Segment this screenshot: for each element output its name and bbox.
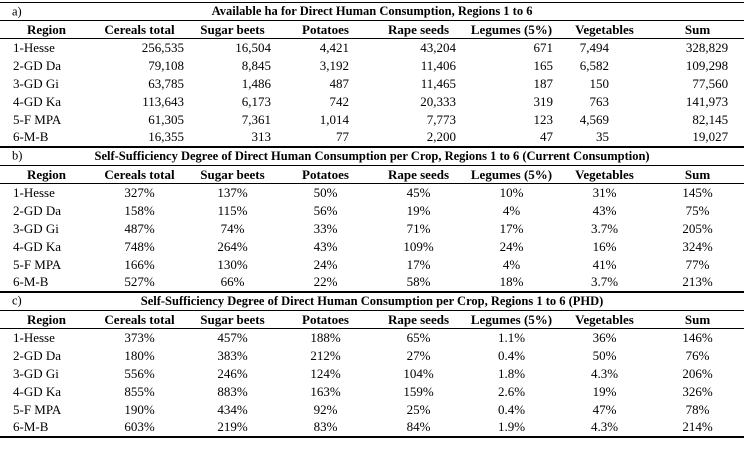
value-cell: 6,582: [579, 57, 609, 73]
value-cell: 163%: [310, 383, 341, 399]
column-header-cereals-total: Cereals total: [93, 166, 186, 184]
column-header-region: Region: [0, 311, 93, 329]
value-cell: 47: [540, 129, 553, 144]
table-available-ha: [0, 2, 744, 148]
value-cell: 24%: [499, 238, 524, 254]
table-row: [0, 347, 744, 365]
table-row: [0, 220, 744, 238]
column-header-sum: Sum: [651, 311, 744, 329]
value-cell: 18%: [499, 274, 524, 289]
value-cell: 3,192: [319, 57, 349, 73]
value-cell: 457%: [217, 329, 248, 345]
column-header-sugar-beets: Sugar beets: [186, 21, 279, 39]
table-b-header-row: [0, 166, 744, 184]
value-cell: 256,535: [141, 39, 184, 55]
value-cell: 35: [596, 129, 609, 144]
value-cell: 11,406: [420, 57, 456, 73]
value-cell: 748%: [124, 238, 155, 254]
table-row: [0, 39, 744, 57]
region-cell: 6-M-B: [13, 129, 49, 144]
column-header-vegetables: Vegetables: [558, 166, 651, 184]
region-cell: 5-F MPA: [13, 256, 62, 272]
value-cell: 27%: [406, 347, 431, 363]
value-cell: 159%: [403, 383, 434, 399]
value-cell: 0.4%: [497, 347, 526, 363]
table-row: [0, 75, 744, 93]
value-cell: 1,014: [319, 111, 349, 127]
region-cell: 4-GD Ka: [13, 93, 62, 109]
value-cell: 19%: [406, 202, 431, 218]
region-cell: 1-Hesse: [13, 39, 55, 55]
table-row: [0, 365, 744, 383]
column-header-rape-seeds: Rape seeds: [372, 21, 465, 39]
value-cell: 50%: [313, 184, 338, 200]
value-cell: 219%: [217, 419, 248, 434]
value-cell: 328,829: [685, 39, 729, 55]
value-cell: 3.7%: [590, 274, 619, 289]
value-cell: 79,108: [148, 57, 184, 73]
table-c-title-row: [0, 293, 744, 311]
value-cell: 109,298: [685, 57, 729, 73]
region-cell: 3-GD Gi: [13, 75, 59, 91]
column-header-vegetables: Vegetables: [558, 21, 651, 39]
value-cell: 24%: [313, 256, 338, 272]
value-cell: 383%: [217, 347, 248, 363]
region-cell: 6-M-B: [13, 419, 49, 434]
value-cell: 6,173: [241, 93, 271, 109]
value-cell: 76%: [685, 347, 710, 363]
value-cell: 92%: [313, 401, 338, 417]
value-cell: 141,973: [685, 93, 729, 109]
value-cell: 213%: [682, 274, 713, 289]
value-cell: 188%: [310, 329, 341, 345]
region-cell: 3-GD Gi: [13, 220, 59, 236]
column-header-sum: Sum: [651, 21, 744, 39]
value-cell: 4.3%: [590, 365, 619, 381]
value-cell: 43,204: [420, 39, 456, 55]
table-self-sufficiency-current: [0, 148, 744, 293]
value-cell: 165: [533, 57, 553, 73]
value-cell: 58%: [406, 274, 431, 289]
value-cell: 855%: [124, 383, 155, 399]
column-header-potatoes: Potatoes: [279, 21, 372, 39]
value-cell: 527%: [124, 274, 155, 289]
value-cell: 7,494: [579, 39, 609, 55]
value-cell: 17%: [406, 256, 431, 272]
region-cell: 2-GD Da: [13, 57, 62, 73]
value-cell: 313: [251, 129, 271, 144]
value-cell: 4,569: [579, 111, 609, 127]
value-cell: 22%: [313, 274, 338, 289]
region-cell: 5-F MPA: [13, 401, 62, 417]
table-row: [0, 184, 744, 202]
value-cell: 7,361: [241, 111, 271, 127]
value-cell: 3.7%: [590, 220, 619, 236]
value-cell: 180%: [124, 347, 155, 363]
value-cell: 20,333: [420, 93, 456, 109]
value-cell: 63,785: [148, 75, 184, 91]
value-cell: 43%: [313, 238, 338, 254]
value-cell: 19%: [592, 383, 617, 399]
value-cell: 17%: [499, 220, 524, 236]
value-cell: 487: [329, 75, 349, 91]
table-row: [0, 202, 744, 220]
table-row: [0, 274, 744, 292]
value-cell: 77: [336, 129, 349, 144]
value-cell: 25%: [406, 401, 431, 417]
table-row: [0, 93, 744, 111]
table-b-body: [0, 184, 744, 292]
value-cell: 671: [533, 39, 553, 55]
table-c-header-row: [0, 311, 744, 329]
value-cell: 115%: [217, 202, 248, 218]
value-cell: 556%: [124, 365, 155, 381]
value-cell: 31%: [592, 184, 617, 200]
table-row: [0, 129, 744, 147]
region-cell: 4-GD Ka: [13, 383, 62, 399]
value-cell: 2.6%: [497, 383, 526, 399]
table-row: [0, 57, 744, 75]
column-header-region: Region: [0, 21, 93, 39]
value-cell: 1,486: [241, 75, 271, 91]
table-a-header-row: [0, 21, 744, 39]
value-cell: 4.3%: [590, 419, 619, 434]
value-cell: 4%: [502, 256, 521, 272]
value-cell: 66%: [220, 274, 245, 289]
value-cell: 4%: [502, 202, 521, 218]
value-cell: 41%: [592, 256, 617, 272]
table-row: [0, 419, 744, 437]
value-cell: 326%: [682, 383, 713, 399]
value-cell: 319: [533, 93, 553, 109]
value-cell: 487%: [124, 220, 155, 236]
column-header-rape-seeds: Rape seeds: [372, 311, 465, 329]
value-cell: 434%: [217, 401, 248, 417]
value-cell: 1.1%: [497, 329, 526, 345]
value-cell: 74%: [220, 220, 245, 236]
table-a-title: Available ha for Direct Human Consumption, Regions 1 to 6: [211, 4, 533, 18]
value-cell: 11,465: [420, 75, 456, 91]
column-header-region: Region: [0, 166, 93, 184]
value-cell: 10%: [499, 184, 524, 200]
column-header-vegetables: Vegetables: [558, 311, 651, 329]
value-cell: 2,200: [426, 129, 456, 144]
table-b-title: Self-Sufficiency Degree of Direct Human Consumption per Crop, Regions 1 to 6 (Current Consumption): [94, 148, 650, 163]
region-cell: 3-GD Gi: [13, 365, 59, 381]
value-cell: 56%: [313, 202, 338, 218]
table-row: [0, 238, 744, 256]
value-cell: 43%: [592, 202, 617, 218]
region-cell: 4-GD Ka: [13, 238, 62, 254]
table-row: [0, 256, 744, 274]
value-cell: 146%: [682, 329, 713, 345]
value-cell: 373%: [124, 329, 155, 345]
table-c-label: c): [12, 293, 22, 308]
column-header-legumes-5: Legumes (5%): [465, 21, 558, 39]
value-cell: 763: [589, 93, 609, 109]
value-cell: 123: [533, 111, 553, 127]
table-a-label: a): [12, 4, 22, 18]
column-header-cereals-total: Cereals total: [93, 21, 186, 39]
value-cell: 206%: [682, 365, 713, 381]
column-header-sugar-beets: Sugar beets: [186, 166, 279, 184]
column-header-sugar-beets: Sugar beets: [186, 311, 279, 329]
table-b-label: b): [12, 148, 23, 163]
value-cell: 0.4%: [497, 401, 526, 417]
table-b-title-row: [0, 148, 744, 166]
value-cell: 16,504: [235, 39, 271, 55]
column-header-legumes-5: Legumes (5%): [465, 311, 558, 329]
value-cell: 327%: [124, 184, 155, 200]
table-row: [0, 401, 744, 419]
value-cell: 82,145: [692, 111, 729, 127]
value-cell: 16,355: [148, 129, 184, 144]
value-cell: 187: [533, 75, 553, 91]
table-c-title: Self-Sufficiency Degree of Direct Human Consumption per Crop, Regions 1 to 6 (PHD): [140, 293, 604, 308]
table-row: [0, 329, 744, 347]
value-cell: 65%: [406, 329, 431, 345]
value-cell: 883%: [217, 383, 248, 399]
value-cell: 145%: [682, 184, 713, 200]
value-cell: 109%: [403, 238, 434, 254]
table-a-title-row: [0, 3, 744, 21]
value-cell: 84%: [406, 419, 431, 434]
value-cell: 50%: [592, 347, 617, 363]
column-header-sum: Sum: [651, 166, 744, 184]
column-header-legumes-5: Legumes (5%): [465, 166, 558, 184]
region-cell: 1-Hesse: [13, 329, 55, 345]
region-cell: 6-M-B: [13, 274, 49, 289]
value-cell: 16%: [592, 238, 617, 254]
column-header-potatoes: Potatoes: [279, 311, 372, 329]
value-cell: 47%: [592, 401, 617, 417]
value-cell: 113,643: [142, 93, 184, 109]
value-cell: 742: [329, 93, 349, 109]
table-row: [0, 383, 744, 401]
value-cell: 61,305: [148, 111, 184, 127]
value-cell: 264%: [217, 238, 248, 254]
value-cell: 1.9%: [497, 419, 526, 434]
table-a-body: [0, 39, 744, 147]
value-cell: 7,773: [426, 111, 456, 127]
region-cell: 1-Hesse: [13, 184, 55, 200]
value-cell: 130%: [217, 256, 248, 272]
value-cell: 19,027: [692, 129, 729, 144]
value-cell: 36%: [592, 329, 617, 345]
value-cell: 205%: [682, 220, 713, 236]
region-cell: 5-F MPA: [13, 111, 62, 127]
value-cell: 75%: [685, 202, 710, 218]
region-cell: 2-GD Da: [13, 347, 62, 363]
value-cell: 137%: [217, 184, 248, 200]
value-cell: 4,421: [319, 39, 349, 55]
value-cell: 71%: [406, 220, 431, 236]
value-cell: 246%: [217, 365, 248, 381]
value-cell: 8,845: [241, 57, 271, 73]
table-row: [0, 111, 744, 129]
value-cell: 77%: [685, 256, 710, 272]
value-cell: 190%: [124, 401, 155, 417]
value-cell: 212%: [310, 347, 341, 363]
value-cell: 1.8%: [497, 365, 526, 381]
value-cell: 324%: [682, 238, 713, 254]
value-cell: 33%: [313, 220, 338, 236]
region-cell: 2-GD Da: [13, 202, 62, 218]
value-cell: 45%: [406, 184, 431, 200]
table-c-body: [0, 329, 744, 437]
column-header-cereals-total: Cereals total: [93, 311, 186, 329]
value-cell: 603%: [124, 419, 155, 434]
value-cell: 150: [589, 75, 609, 91]
value-cell: 166%: [124, 256, 155, 272]
value-cell: 158%: [124, 202, 155, 218]
column-header-rape-seeds: Rape seeds: [372, 166, 465, 184]
value-cell: 83%: [313, 419, 338, 434]
column-header-potatoes: Potatoes: [279, 166, 372, 184]
value-cell: 124%: [310, 365, 341, 381]
value-cell: 104%: [403, 365, 434, 381]
value-cell: 77,560: [692, 75, 729, 91]
table-self-sufficiency-phd: [0, 293, 744, 438]
value-cell: 214%: [682, 419, 713, 434]
value-cell: 78%: [685, 401, 710, 417]
